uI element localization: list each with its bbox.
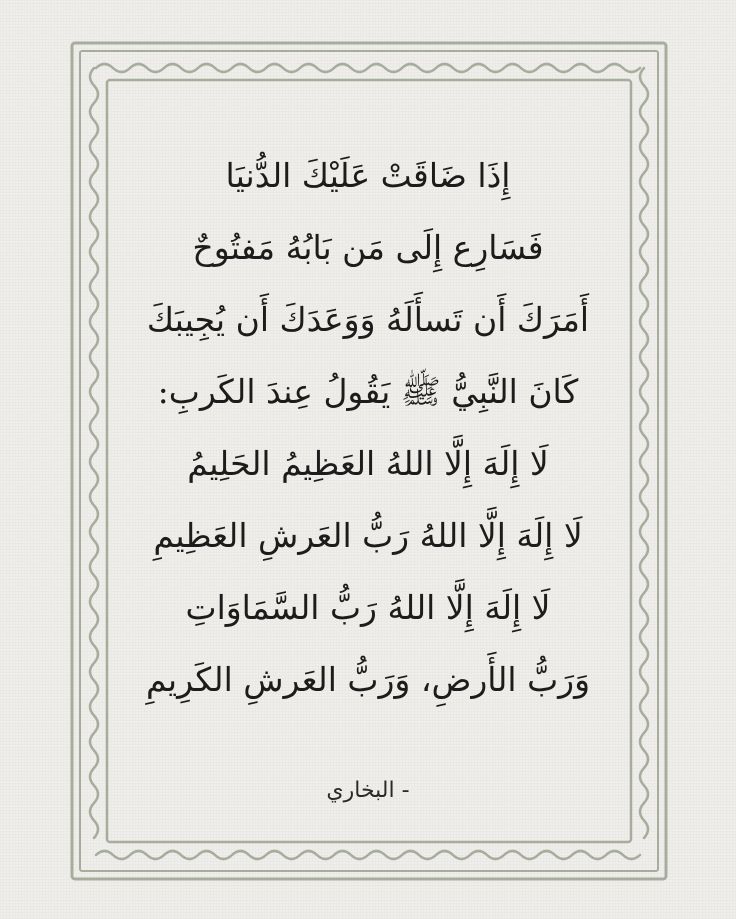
dua-line-3: لَا إِلَهَ إِلَّا اللهُ رَبُّ السَّمَاوَاتِ [185,588,551,627]
frame-wave-right [640,68,648,838]
frame-wave-bottom [96,851,640,859]
hadith-intro-line: كَانَ النَّبِيُّ ﷺ يَقُولُ عِندَ الكَربِ: [157,372,579,411]
dua-line-4: وَرَبُّ الأَرضِ، وَرَبُّ العَرشِ الكَرِيمِ [145,660,591,699]
dua-line-2: لَا إِلَهَ إِلَّا اللهُ رَبُّ العَرشِ العَظِيمِ [153,516,583,555]
dua-line-1: لَا إِلَهَ إِلَّا اللهُ العَظِيمُ الحَلِيمُ [187,444,549,483]
hadith-source: - البخاري [326,778,410,803]
frame-wave-top [96,64,640,72]
verse-line-1: إِذَا ضَاقَتْ عَلَيْكَ الدُّنيَا [225,156,511,195]
verse-block [120,140,616,716]
verse-line-2: فَسَارِع إِلَى مَن بَابُهُ مَفتُوحٌ [192,228,544,267]
verse-line-3: أَمَرَكَ أَن تَسأَلَهُ وَوَعَدَكَ أَن يُجِيبَكَ [146,300,590,339]
frame-wave-left [90,68,98,838]
